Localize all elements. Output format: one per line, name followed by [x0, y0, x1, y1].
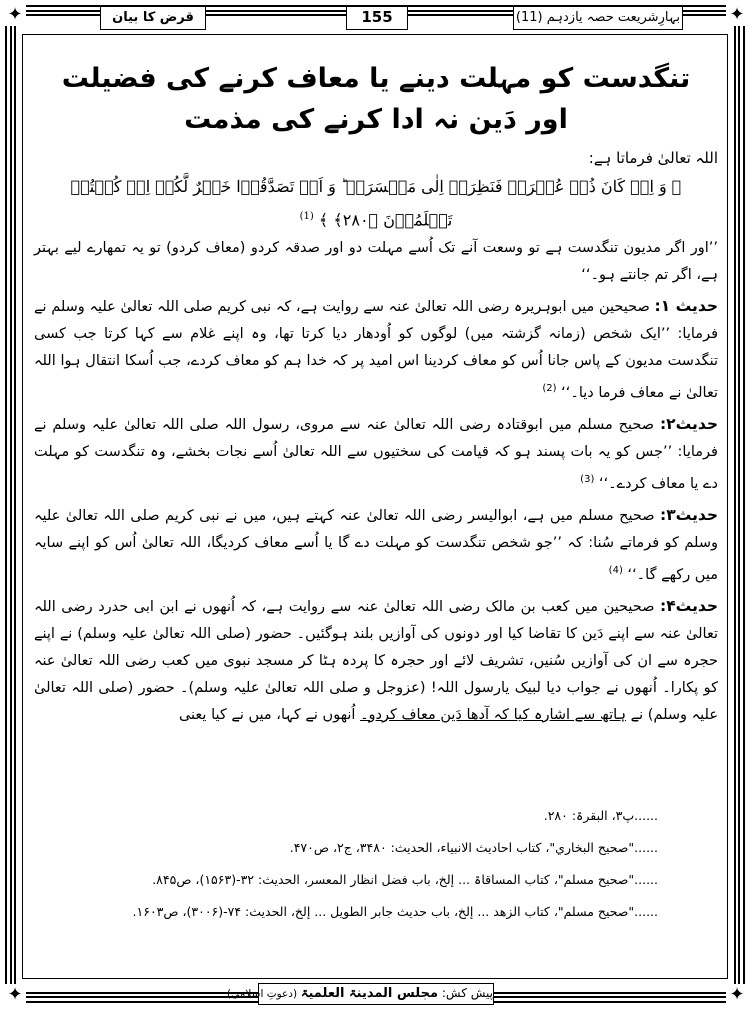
page-subtitle: اور دَین نہ ادا کرنے کی مذمت: [184, 104, 568, 135]
hadith-1: [34, 293, 718, 407]
header-chapter-title: قرض کا بیان: [100, 6, 206, 30]
page-number: 155: [346, 6, 408, 30]
corner-ornament-icon: ✦: [726, 984, 748, 1006]
hadith-label: حدیث۴:: [659, 596, 719, 615]
footnotes: [70, 806, 718, 934]
footnote-2: ......"صحیح البخاري"، کتاب احادیث الانبیاء، الحدیث: ۳۴۸۰، ج۲، ص۴۷۰.: [289, 840, 658, 855]
footnote-ref: (4): [608, 564, 623, 576]
page-title: تنگدست کو مہلت دینے یا معاف کرنے کی فضیلت: [61, 63, 691, 94]
hadith-label: حدیث۲:: [659, 415, 718, 434]
hadith-3: [34, 502, 718, 589]
hadith-text: صحیحین میں ابوہریرہ رضی اللہ تعالیٰ عنہ سے روایت ہے، کہ نبی کریم صلی اللہ تعالیٰ علیہ وسلم نے فرمایا: ’’ایک شخص (زمانہ گزشتہ میں) لوگوں کو اُودھار دیا کرتا تھا، وہ اپنے غلام سے کہا کرتا جب کسی تنگدست مدیون کے پاس جانا اُس کو معاف کردینا اس امید پر کہ خدا ہم کو معاف کردے، جب اُسکا انتقال ہوا اللہ تعالیٰ نے معاف فرما دیا۔‘‘: [34, 299, 718, 402]
footnote-ref: (2): [542, 383, 557, 395]
quran-verse: [34, 172, 718, 235]
hadith-text: صحیح مسلم میں ہے، ابوالیسر رضی اللہ تعالیٰ عنہ کہتے ہیں، میں نے نبی کریم صلی اللہ تعالیٰ علیہ وسلم کو فرماتے سُنا: کہ ’’جو شخص تنگدست کو مہلت دے گا یا اُسے معاف کردیگا، اللہ تعالیٰ اُس کو اپنے سایہ میں رکھے گا۔‘‘: [34, 507, 718, 583]
footer-suffix: (دعوتِ اسلامی): [226, 988, 298, 1000]
hadith-text-continued: اُنھوں نے کہا، میں نے کیا یعنی: [178, 706, 356, 723]
hadith-text: صحیح مسلم میں ابوقتادہ رضی اللہ تعالیٰ عنہ سے مروی، رسول اللہ صلی اللہ تعالیٰ علیہ وسلم نے فرمایا: ’’جس کو یہ بات پسند ہو کہ قیامت کی سختیوں سے اللہ تعالیٰ اُسے نجات بخشے، وہ تنگدست کو مہلت دے یا معاف کردے۔‘‘: [34, 417, 718, 492]
hadith-label: حدیث ۱:: [654, 297, 719, 316]
hadith-underlined-text: ہاتھ سے اشارہ کیا کہ آدھا دَین معاف کردو۔: [360, 706, 627, 723]
hadith-4: [34, 593, 718, 729]
footer-prefix: پیش کش:: [441, 986, 493, 1000]
intro-line: اللہ تعالیٰ فرماتا ہے:: [588, 149, 718, 167]
publisher-footer: [226, 983, 494, 1005]
footnote-1: ......پ۳، البقرۃ: ۲۸۰.: [543, 808, 658, 823]
corner-ornament-icon: ✦: [4, 984, 26, 1006]
footer-org: مجلس المدینۃ العلمیۃ: [300, 986, 439, 1001]
verse-translation: ’’اور اگر مدیون تنگدست ہے تو وسعت آنے تک اُسے مہلت دو اور صدقہ کردو (معاف کردو) تو یہ تمھارے لیے بہتر ہے، اگر تم جانتے ہو۔‘‘: [34, 240, 718, 284]
hadith-2: [34, 411, 718, 498]
corner-ornament-icon: ✦: [4, 4, 26, 26]
ayah-text: ﴿ وَ اِنۡ کَانَ ذُوۡ عُسۡرَۃٍ فَنَظِرَۃٌ اِلٰی مَیۡسَرَۃٍ ؕ وَ اَنۡ تَصَدَّقُوۡا خَیۡرٌ لَّکُمۡ اِنۡ کُنۡتُمۡ تَعۡلَمُوۡنَ ﴿۲۸۰﴾ ﴾: [70, 177, 682, 230]
footnote-3: ......"صحیح مسلم"، کتاب المساقاۃ ... إلخ، باب فضل انظار المعسر، الحدیث: ۳۲-(۱۵۶۳)، ص۸۴۵.: [152, 872, 658, 887]
footnote-ref: (1): [299, 211, 314, 222]
hadith-text: صحیحین میں کعب بن مالک رضی اللہ تعالیٰ عنہ سے روایت ہے، کہ اُنھوں نے ابن ابی حدرد رضی اللہ تعالیٰ عنہ سے اپنے دَین کا تقاضا کیا اور دونوں کی آوازیں بلند ہوگئیں۔ حضور (صلی اللہ تعالیٰ علیہ وسلم) نے اپنے حجرہ سے ان کی آوازیں سُنیں، تشریف لائے اور حجرہ کا پردہ ہٹا کر مسجد نبوی میں کعب رضی اللہ تعالیٰ عنہ کو پکارا۔ اُنھوں نے جواب دیا لبیک یارسول اللہ! (عزوجل و صلی اللہ تعالیٰ علیہ وسلم)۔ حضور (صلی اللہ تعالیٰ علیہ وسلم) نے: [34, 598, 718, 723]
corner-ornament-icon: ✦: [726, 4, 748, 26]
header-book-title: بہارِشریعت حصہ یازدہم (11): [513, 6, 683, 30]
footnote-4: ......"صحیح مسلم"، کتاب الزھد ... إلخ، باب حدیث جابر الطویل ... إلخ، الحدیث: ۷۴-(۳۰۰۶)، ص۱۶۰۳.: [132, 904, 658, 919]
hadith-label: حدیث۳:: [659, 505, 719, 524]
main-content: [34, 58, 718, 729]
footnote-ref: (3): [580, 474, 595, 486]
